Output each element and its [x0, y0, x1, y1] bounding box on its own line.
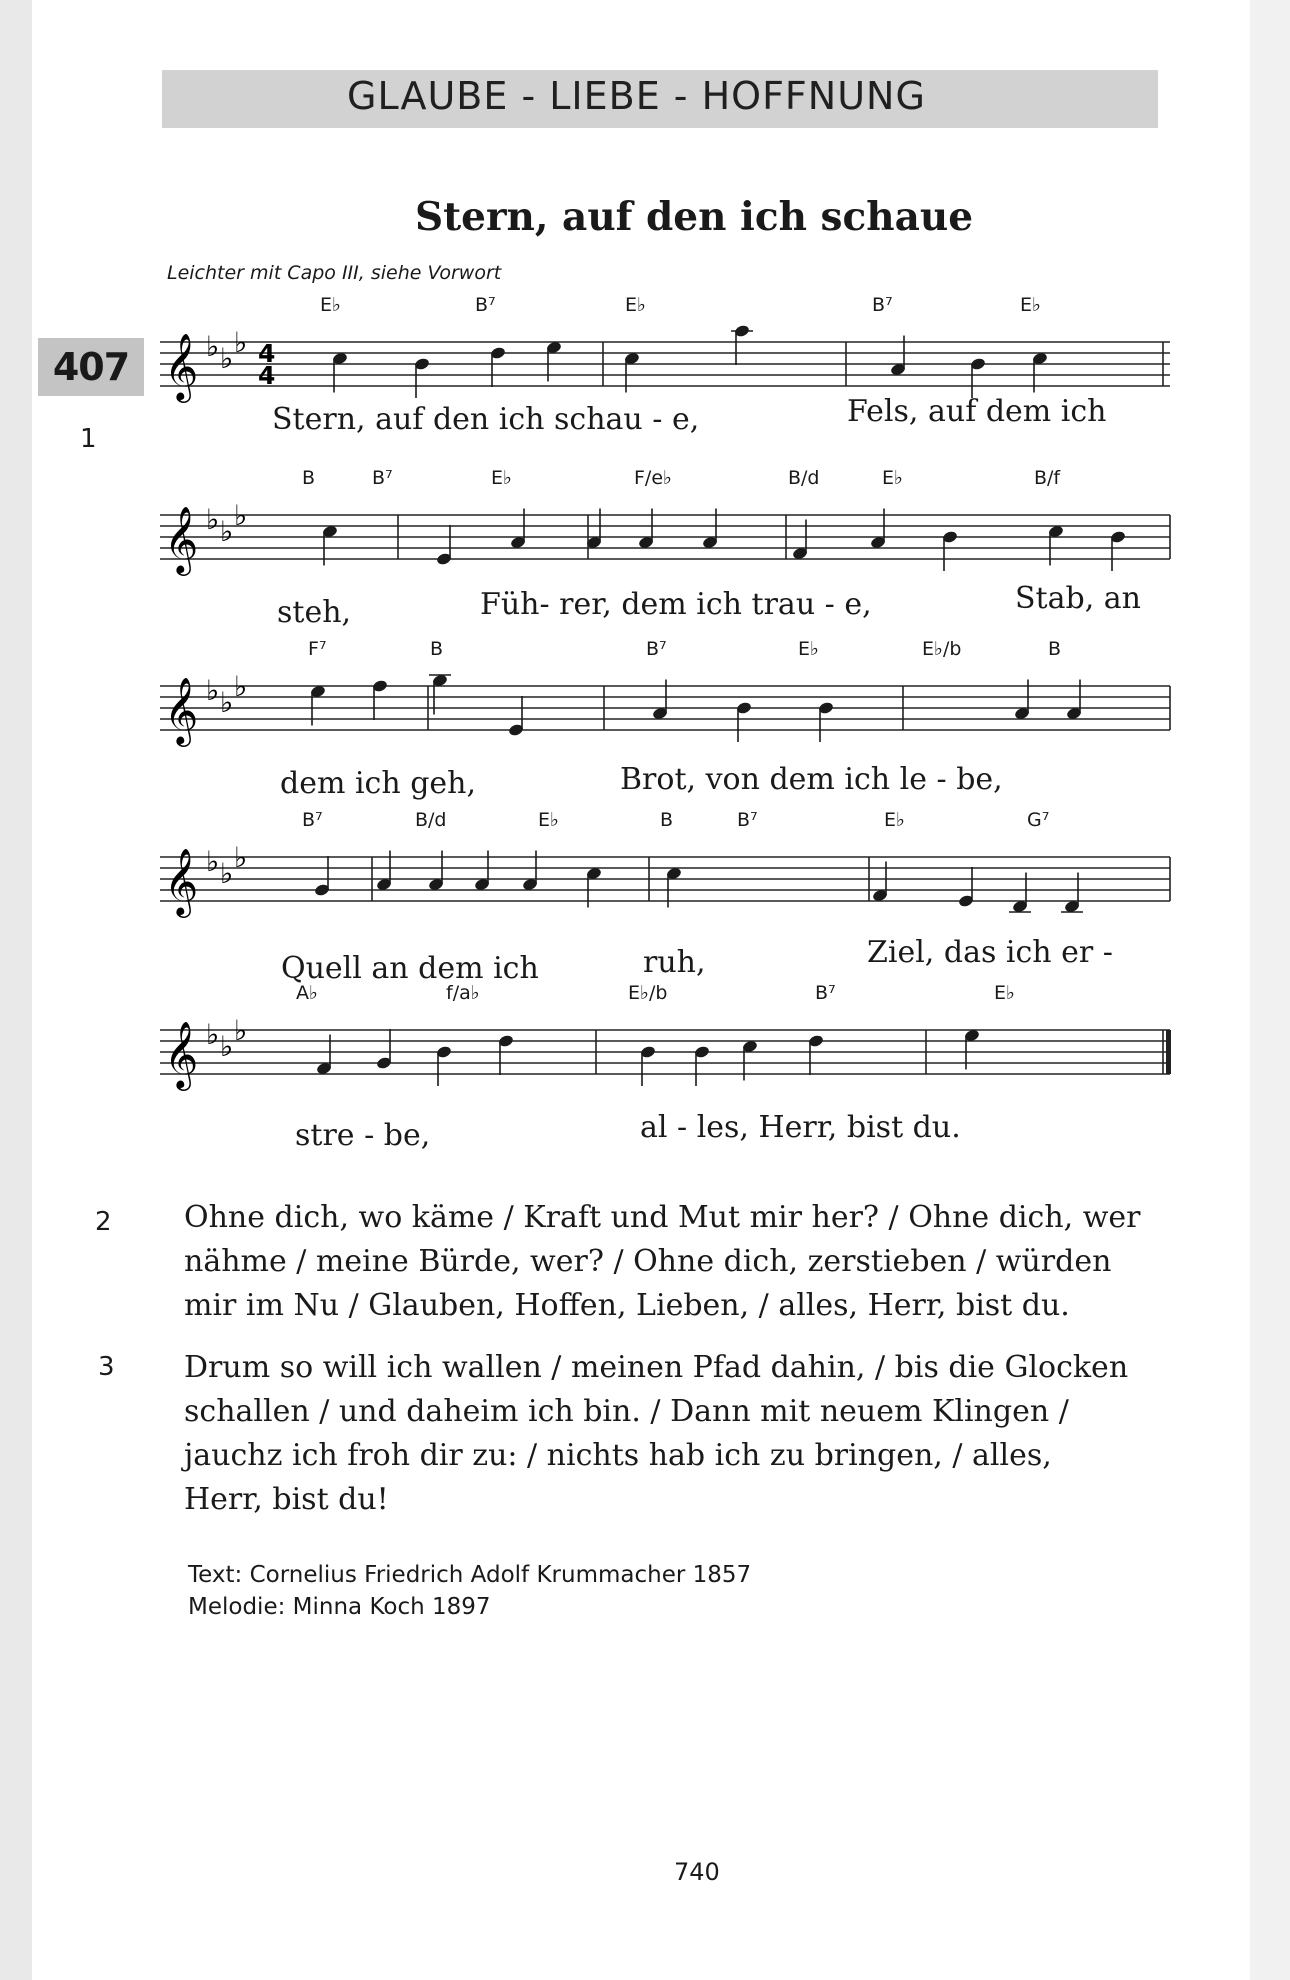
chord-symbol: E♭/b [922, 638, 962, 660]
chord-symbol: B [430, 638, 444, 660]
chord-symbol: B⁷ [372, 467, 393, 489]
chord-symbol: E♭ [320, 294, 341, 316]
lyric-line: al - les, Herr, bist du. [640, 1110, 961, 1145]
chord-symbol: E♭ [538, 809, 559, 831]
verse-line: Drum so will ich wallen / meinen Pfad dahin, / bis die Glocken [184, 1350, 1129, 1385]
chord-symbol: E♭ [491, 467, 512, 489]
chord-symbol: B/d [788, 467, 820, 489]
chord-symbol: B⁷ [815, 982, 836, 1004]
section-title: GLAUBE - LIEBE - HOFFNUNG [347, 74, 926, 118]
chord-symbol: f/a♭ [446, 982, 480, 1004]
flat-icon: ♭ [206, 503, 220, 536]
section-banner [162, 70, 1158, 128]
verse-line: jauchz ich froh dir zu: / nichts hab ich zu bringen, / alles, [184, 1438, 1052, 1473]
chord-symbol: F⁷ [308, 638, 327, 660]
chord-symbol: B/f [1034, 467, 1061, 489]
staff [160, 832, 1170, 942]
flat-icon: ♭ [234, 670, 248, 703]
chord-symbol: E♭ [798, 638, 819, 660]
verse-line: mir im Nu / Glauben, Hoffen, Lieben, / alles, Herr, bist du. [184, 1288, 1070, 1323]
lyric-line: Stab, an [1015, 581, 1141, 616]
verse-number: 2 [95, 1207, 112, 1237]
lyric-line: Fels, auf dem ich [847, 394, 1107, 429]
chord-symbol: B [302, 467, 316, 489]
chord-symbol: E♭ [994, 982, 1015, 1004]
treble-clef-icon: 𝄞 [164, 332, 199, 400]
treble-clef-icon: 𝄞 [164, 1020, 199, 1088]
flat-icon: ♭ [220, 857, 234, 890]
flat-icon: ♭ [234, 499, 248, 532]
time-signature-digit: 4 [258, 361, 276, 390]
flat-icon: ♭ [206, 1018, 220, 1051]
lyric-line: Stern, auf den ich schau - e, [272, 402, 700, 437]
verse-line: Ohne dich, wo käme / Kraft und Mut mir her? / Ohne dich, wer [184, 1200, 1141, 1235]
song-number: 407 [38, 338, 144, 396]
page-edge-left [0, 0, 32, 1980]
credit-text: Text: Cornelius Friedrich Adolf Krummacher 1857 [188, 1562, 752, 1588]
chord-symbol: F/e♭ [634, 467, 672, 489]
chord-symbol: A♭ [296, 982, 318, 1004]
chord-symbol: E♭ [884, 809, 905, 831]
treble-clef-icon: 𝄞 [164, 676, 199, 744]
staff [160, 1005, 1170, 1115]
flat-icon: ♭ [206, 330, 220, 363]
chord-symbol: B [1048, 638, 1062, 660]
chord-symbol: E♭ [625, 294, 646, 316]
page-edge-right [1250, 0, 1290, 1980]
verse-number: 3 [98, 1352, 115, 1382]
song-subtitle: Leichter mit Capo III, siehe Vorwort [167, 262, 502, 284]
lyric-line: steh, [277, 595, 352, 630]
chord-symbol: E♭/b [628, 982, 668, 1004]
flat-icon: ♭ [206, 845, 220, 878]
song-title: Stern, auf den ich schaue [415, 194, 974, 240]
verse-number: 1 [80, 424, 97, 454]
time-signature-digit: 4 [258, 339, 276, 368]
chord-symbol: E♭ [882, 467, 903, 489]
verse-line: schallen / und daheim ich bin. / Dann mit neuem Klingen / [184, 1394, 1069, 1429]
chord-symbol: B⁷ [872, 294, 893, 316]
chord-symbol: E♭ [1020, 294, 1041, 316]
lyric-line: dem ich geh, [280, 766, 477, 801]
chord-symbol: B⁷ [302, 809, 323, 831]
final-barline [1166, 1030, 1171, 1074]
chord-symbol: B⁷ [646, 638, 667, 660]
flat-icon: ♭ [220, 515, 234, 548]
lyric-line: Füh- rer, dem ich trau - e, [480, 587, 872, 622]
credit-melody: Melodie: Minna Koch 1897 [188, 1594, 491, 1620]
flat-icon: ♭ [206, 674, 220, 707]
chord-symbol: B⁷ [475, 294, 496, 316]
flat-icon: ♭ [234, 1014, 248, 1047]
flat-icon: ♭ [220, 1030, 234, 1063]
lyric-line: Ziel, das ich er - [867, 935, 1113, 970]
chord-symbol: B⁷ [737, 809, 758, 831]
flat-icon: ♭ [234, 326, 248, 359]
flat-icon: ♭ [220, 342, 234, 375]
lyric-line: Quell an dem ich [281, 951, 539, 986]
lyric-line: ruh, [643, 945, 706, 980]
treble-clef-icon: 𝄞 [164, 847, 199, 915]
page-number: 740 [674, 1858, 720, 1886]
flat-icon: ♭ [220, 686, 234, 719]
lyric-line: stre - be, [295, 1118, 431, 1153]
flat-icon: ♭ [234, 841, 248, 874]
lyric-line: Brot, von dem ich le - be, [620, 762, 1003, 797]
verse-3 [184, 1346, 1184, 1522]
verse-line: nähme / meine Bürde, wer? / Ohne dich, zerstieben / würden [184, 1244, 1112, 1279]
chord-symbol: B [660, 809, 674, 831]
verse-2 [184, 1196, 1184, 1328]
verse-line: Herr, bist du! [184, 1482, 389, 1517]
staff [160, 661, 1170, 771]
chord-symbol: B/d [415, 809, 447, 831]
treble-clef-icon: 𝄞 [164, 505, 199, 573]
chord-symbol: G⁷ [1027, 809, 1050, 831]
